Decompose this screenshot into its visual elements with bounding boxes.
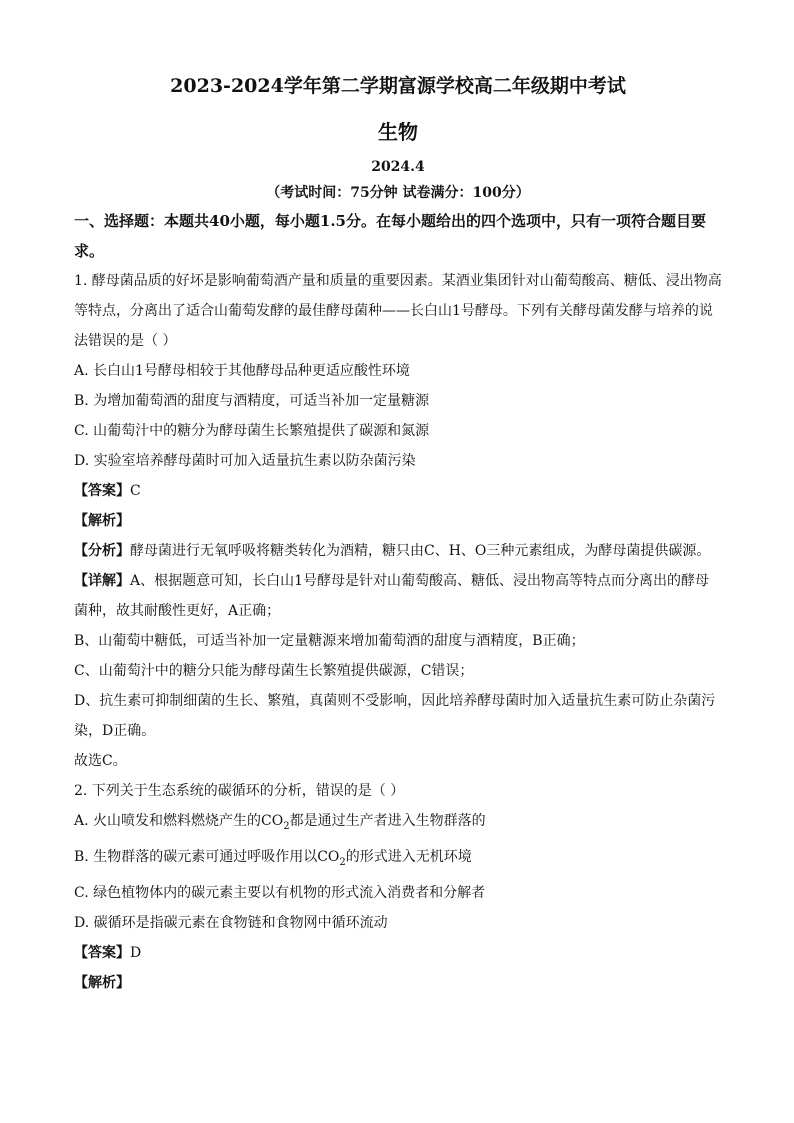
option-a-text-1: A. 火山喷发和燃料燃烧产生的CO xyxy=(74,813,284,829)
option-a xyxy=(74,806,722,842)
answer-line xyxy=(74,476,722,506)
fenxi-line xyxy=(74,536,722,566)
answer-label: 【答案】 xyxy=(74,483,130,499)
option-a-subscript: 2 xyxy=(283,820,290,832)
question-stem: 1. 酵母菌品质的好坏是影响葡萄酒产量和质量的重要因素。某酒业集团针对山葡萄酸高、糖低、浸出物高等特点，分离出了适合山葡萄发酵的最佳酵母菌种——长白山1号酵母。下列有关酵母菌发酵与培养的说法错误的是（ ） xyxy=(74,273,722,349)
option-d: D. 碳循环是指碳元素在食物链和食物网中循环流动 xyxy=(74,914,388,931)
question-2 xyxy=(74,776,722,998)
exam-title: 2023-2024学年第二学期富源学校高二年级期中考试 xyxy=(170,75,626,97)
answer-line xyxy=(74,938,722,968)
option-b-text-2: 的形式进入无机环境 xyxy=(345,848,472,865)
option-a-text-2: 都是通过生产者进入生物群落的 xyxy=(289,813,486,829)
analysis-label: 【解析】 xyxy=(74,974,130,991)
answer-value: C xyxy=(130,483,141,499)
subject-title: 生物 xyxy=(378,120,418,144)
exam-date: 2024.4 xyxy=(371,159,425,175)
detail-a-text: A、根据题意可知，长白山1号酵母是针对山葡萄酸高、糖低、浸出物高等特点而分离出的酵母菌种，故其耐酸性更好，A正确； xyxy=(74,573,710,619)
question-stem: 2. 下列关于生态系统的碳循环的分析，错误的是（ ） xyxy=(74,783,405,799)
answer-value: D xyxy=(130,944,142,961)
detail-label: 【详解】 xyxy=(74,573,130,589)
option-b-subscript: 2 xyxy=(339,856,346,868)
detail-line-c: C、山葡萄汁中的糖分只能为酵母菌生长繁殖提供碳源，C错误； xyxy=(74,663,474,679)
detail-line-d: D、抗生素可抑制细菌的生长、繁殖，真菌则不受影响，因此培养酵母菌时加入适量抗生素可防止杂菌污染，D正确。 xyxy=(74,693,716,739)
option-c: C. 山葡萄汁中的糖分为酵母菌生长繁殖提供了碳源和氮源 xyxy=(74,423,430,439)
analysis-line xyxy=(74,506,722,536)
option-b: B. 为增加葡萄酒的甜度与酒精度，可适当补加一定量糖源 xyxy=(74,393,430,409)
option-b-text-1: B. 生物群落的碳元素可通过呼吸作用以CO xyxy=(74,848,340,865)
detail-line-a xyxy=(74,566,722,626)
section-heading: 一、选择题：本题共40小题，每小题1.5分。在每小题给出的四个选项中，只有一项符合题目要求。 xyxy=(74,212,706,260)
fenxi-label: 【分析】 xyxy=(74,543,130,559)
option-c: C. 绿色植物体内的碳元素主要以有机物的形式流入消费者和分解者 xyxy=(74,884,486,901)
conclusion-line: 故选C。 xyxy=(74,753,127,769)
option-b xyxy=(74,842,722,878)
answer-label: 【答案】 xyxy=(74,944,130,961)
question-1 xyxy=(74,266,722,776)
exam-time-info: （考试时间：75分钟 试卷满分：100分） xyxy=(266,185,530,201)
option-a: A. 长白山1号酵母相较于其他酵母品种更适应酸性环境 xyxy=(74,363,410,379)
exam-page xyxy=(74,62,722,998)
analysis-label: 【解析】 xyxy=(74,513,130,529)
analysis-line xyxy=(74,968,722,998)
detail-line-b: B、山葡萄中糖低，可适当补加一定量糖源来增加葡萄酒的甜度与酒精度，B正确； xyxy=(74,633,585,649)
option-d: D. 实验室培养酵母菌时可加入适量抗生素以防杂菌污染 xyxy=(74,453,416,469)
fenxi-text: 酵母菌进行无氧呼吸将糖类转化为酒精，糖只由C、H、O三种元素组成，为酵母菌提供碳源。 xyxy=(130,543,711,559)
